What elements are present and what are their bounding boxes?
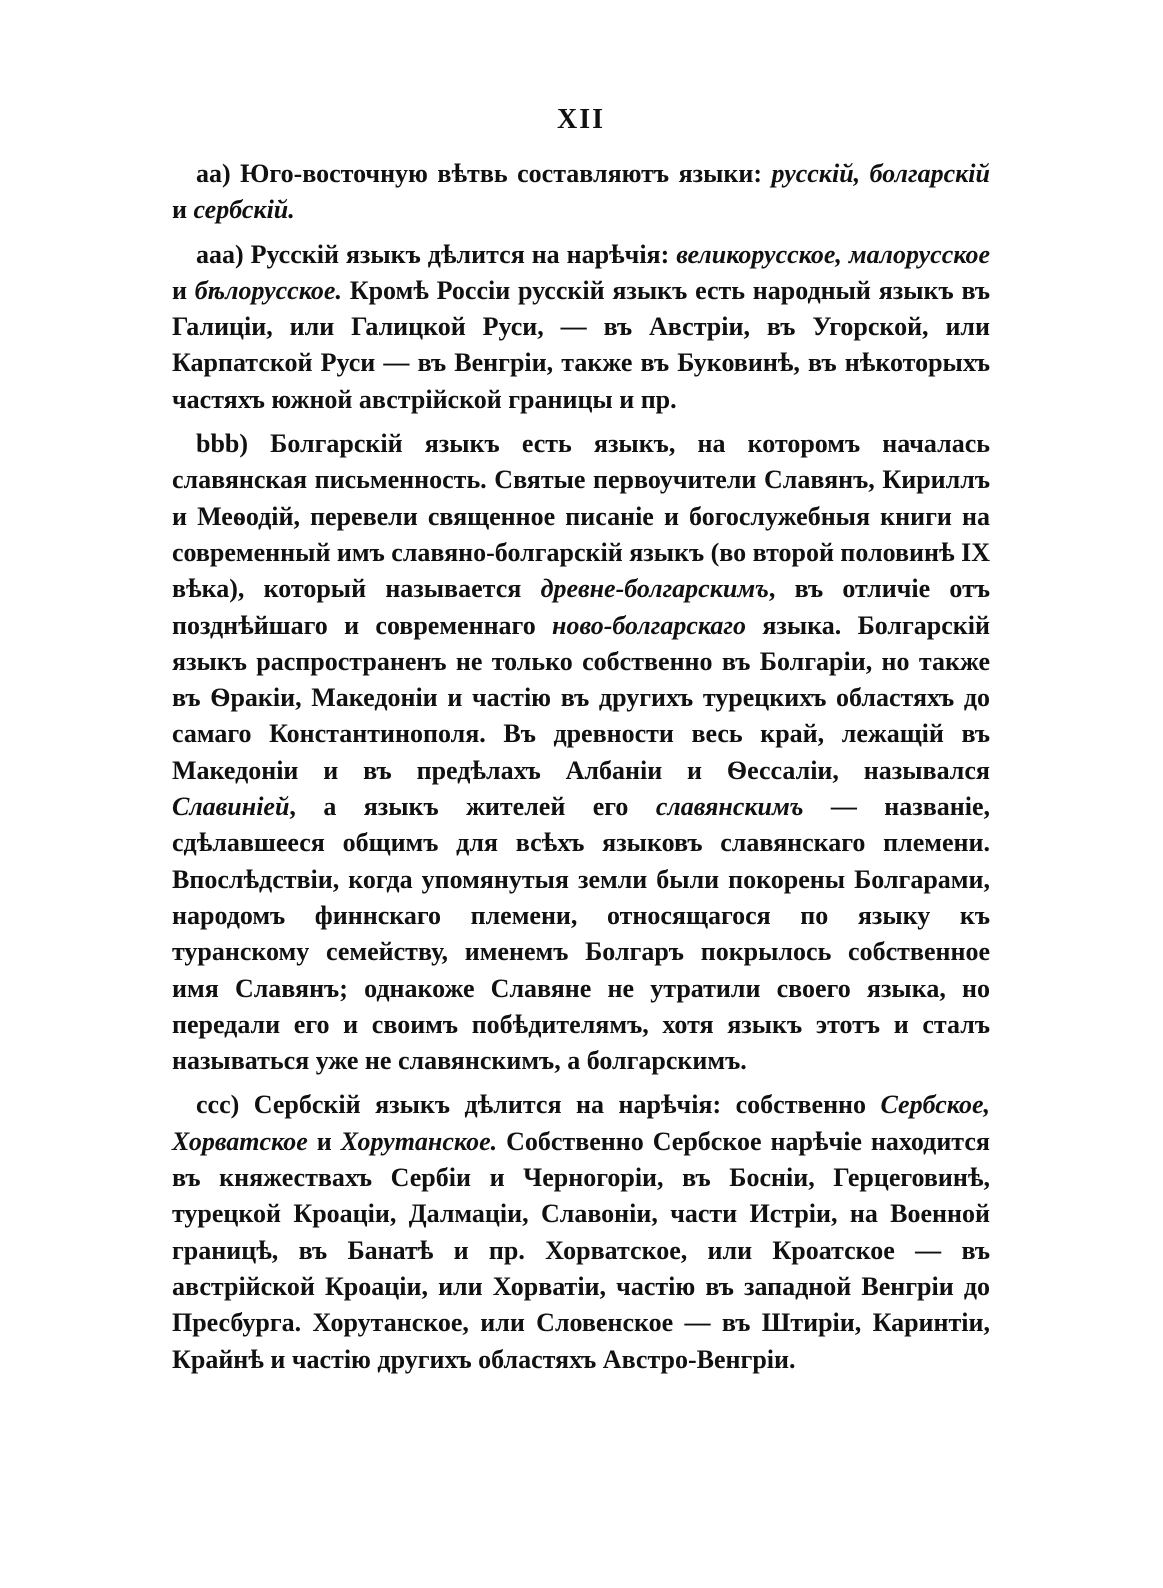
page-number: XII <box>556 104 605 135</box>
text-run: Собственно Сербское нарѣчіе находится въ княжествахъ Сербіи и Черногоріи, въ Босніи, Герцеговинѣ, турецкой Кроаціи, Далмаціи, Славоніи, части Истріи, на Военной границѣ, въ Банатѣ и пр. Хорватское, или Кроатское — въ австрійской Кроаціи, или Хорватіи, частію въ западной Венгріи до Пресбурга. Хорутанское, или Словенское — въ Штиріи, Каринтіи, Крайнѣ и частію другихъ областяхъ Австро-Венгріи. <box>172 1126 990 1374</box>
text-run: aa) Юго-восточную вѣтвь составляютъ языки: <box>196 159 772 188</box>
text-run: , а языкъ жителей его <box>289 792 656 822</box>
italic-term: русскій, болгарскій <box>771 159 990 188</box>
text-run: bbb) Болгарскій языкъ есть языкъ, на которомъ началась славянская письменность. Святые первоучители Славянъ, Кириллъ и Меѳодій, перевели священное писаніе и богослужебныя книги на современный имъ славяно-болгарскій языкъ (во второй половинѣ IX вѣка), который называется <box>172 429 991 604</box>
italic-term: Славиніей <box>172 792 290 822</box>
book-page <box>172 100 990 1386</box>
text-run: и <box>172 275 195 305</box>
italic-term: древне-болгарскимъ <box>540 574 769 604</box>
italic-term: великорусское, малорусское <box>676 239 990 269</box>
italic-term: Хорутанское. <box>340 1126 498 1156</box>
text-run: aaa) Русскій языкъ дѣлится на нарѣчія: <box>196 239 677 269</box>
italic-term: Сербское, Хорватское <box>172 1090 990 1156</box>
text-run: ccc) Сербскій языкъ дѣлится на нарѣчія: собственно <box>196 1090 881 1120</box>
italic-term: сербскій. <box>193 195 295 225</box>
text-run: , въ отличіе отъ позднѣйшаго и современнаго <box>172 574 990 640</box>
paragraph-ccc <box>172 1087 990 1377</box>
paragraph-aa <box>172 156 990 229</box>
paragraph-bbb <box>172 426 990 1079</box>
text-run: Кромѣ Россіи русскій языкъ есть народный языкъ въ Галиціи, или Галицкой Руси, — въ Австріи, въ Угорской, или Карпатской Руси — въ Венгріи, также въ Буковинѣ, въ нѣкоторыхъ частяхъ южной австрійской границы и пр. <box>172 275 990 414</box>
paragraph-aaa <box>172 237 990 418</box>
text-run: — названіе, сдѣлавшееся общимъ для всѣхъ языковъ славянскаго племени. Впослѣдствіи, когда упомянутыя земли были покорены Болгарами, народомъ финнскаго племени, относящагося по языку къ туранскому семейству, именемъ Болгаръ покрылось собственное имя Славянъ; однакоже Славяне не утратили своего языка, но передали его и своимъ побѣдителямъ, хотя языкъ этотъ и сталъ называться уже не славянскимъ, а болгарскимъ. <box>172 792 991 1076</box>
italic-term: славянскимъ <box>655 792 804 822</box>
text-run: языка. Болгарскій языкъ распространенъ не только собственно въ Болгаріи, но также въ Ѳракіи, Македоніи и частію въ другихъ турецкихъ областяхъ до самаго Константинополя. Въ древности весь край, лежащій въ Македоніи и въ предѣлахъ Албаніи и Ѳессаліи, назывался <box>172 610 990 785</box>
text-run: и <box>172 195 194 225</box>
italic-term: бѣлорусское. <box>194 275 342 305</box>
italic-term: ново-болгарскаго <box>552 610 747 640</box>
text-run: и <box>307 1126 341 1156</box>
